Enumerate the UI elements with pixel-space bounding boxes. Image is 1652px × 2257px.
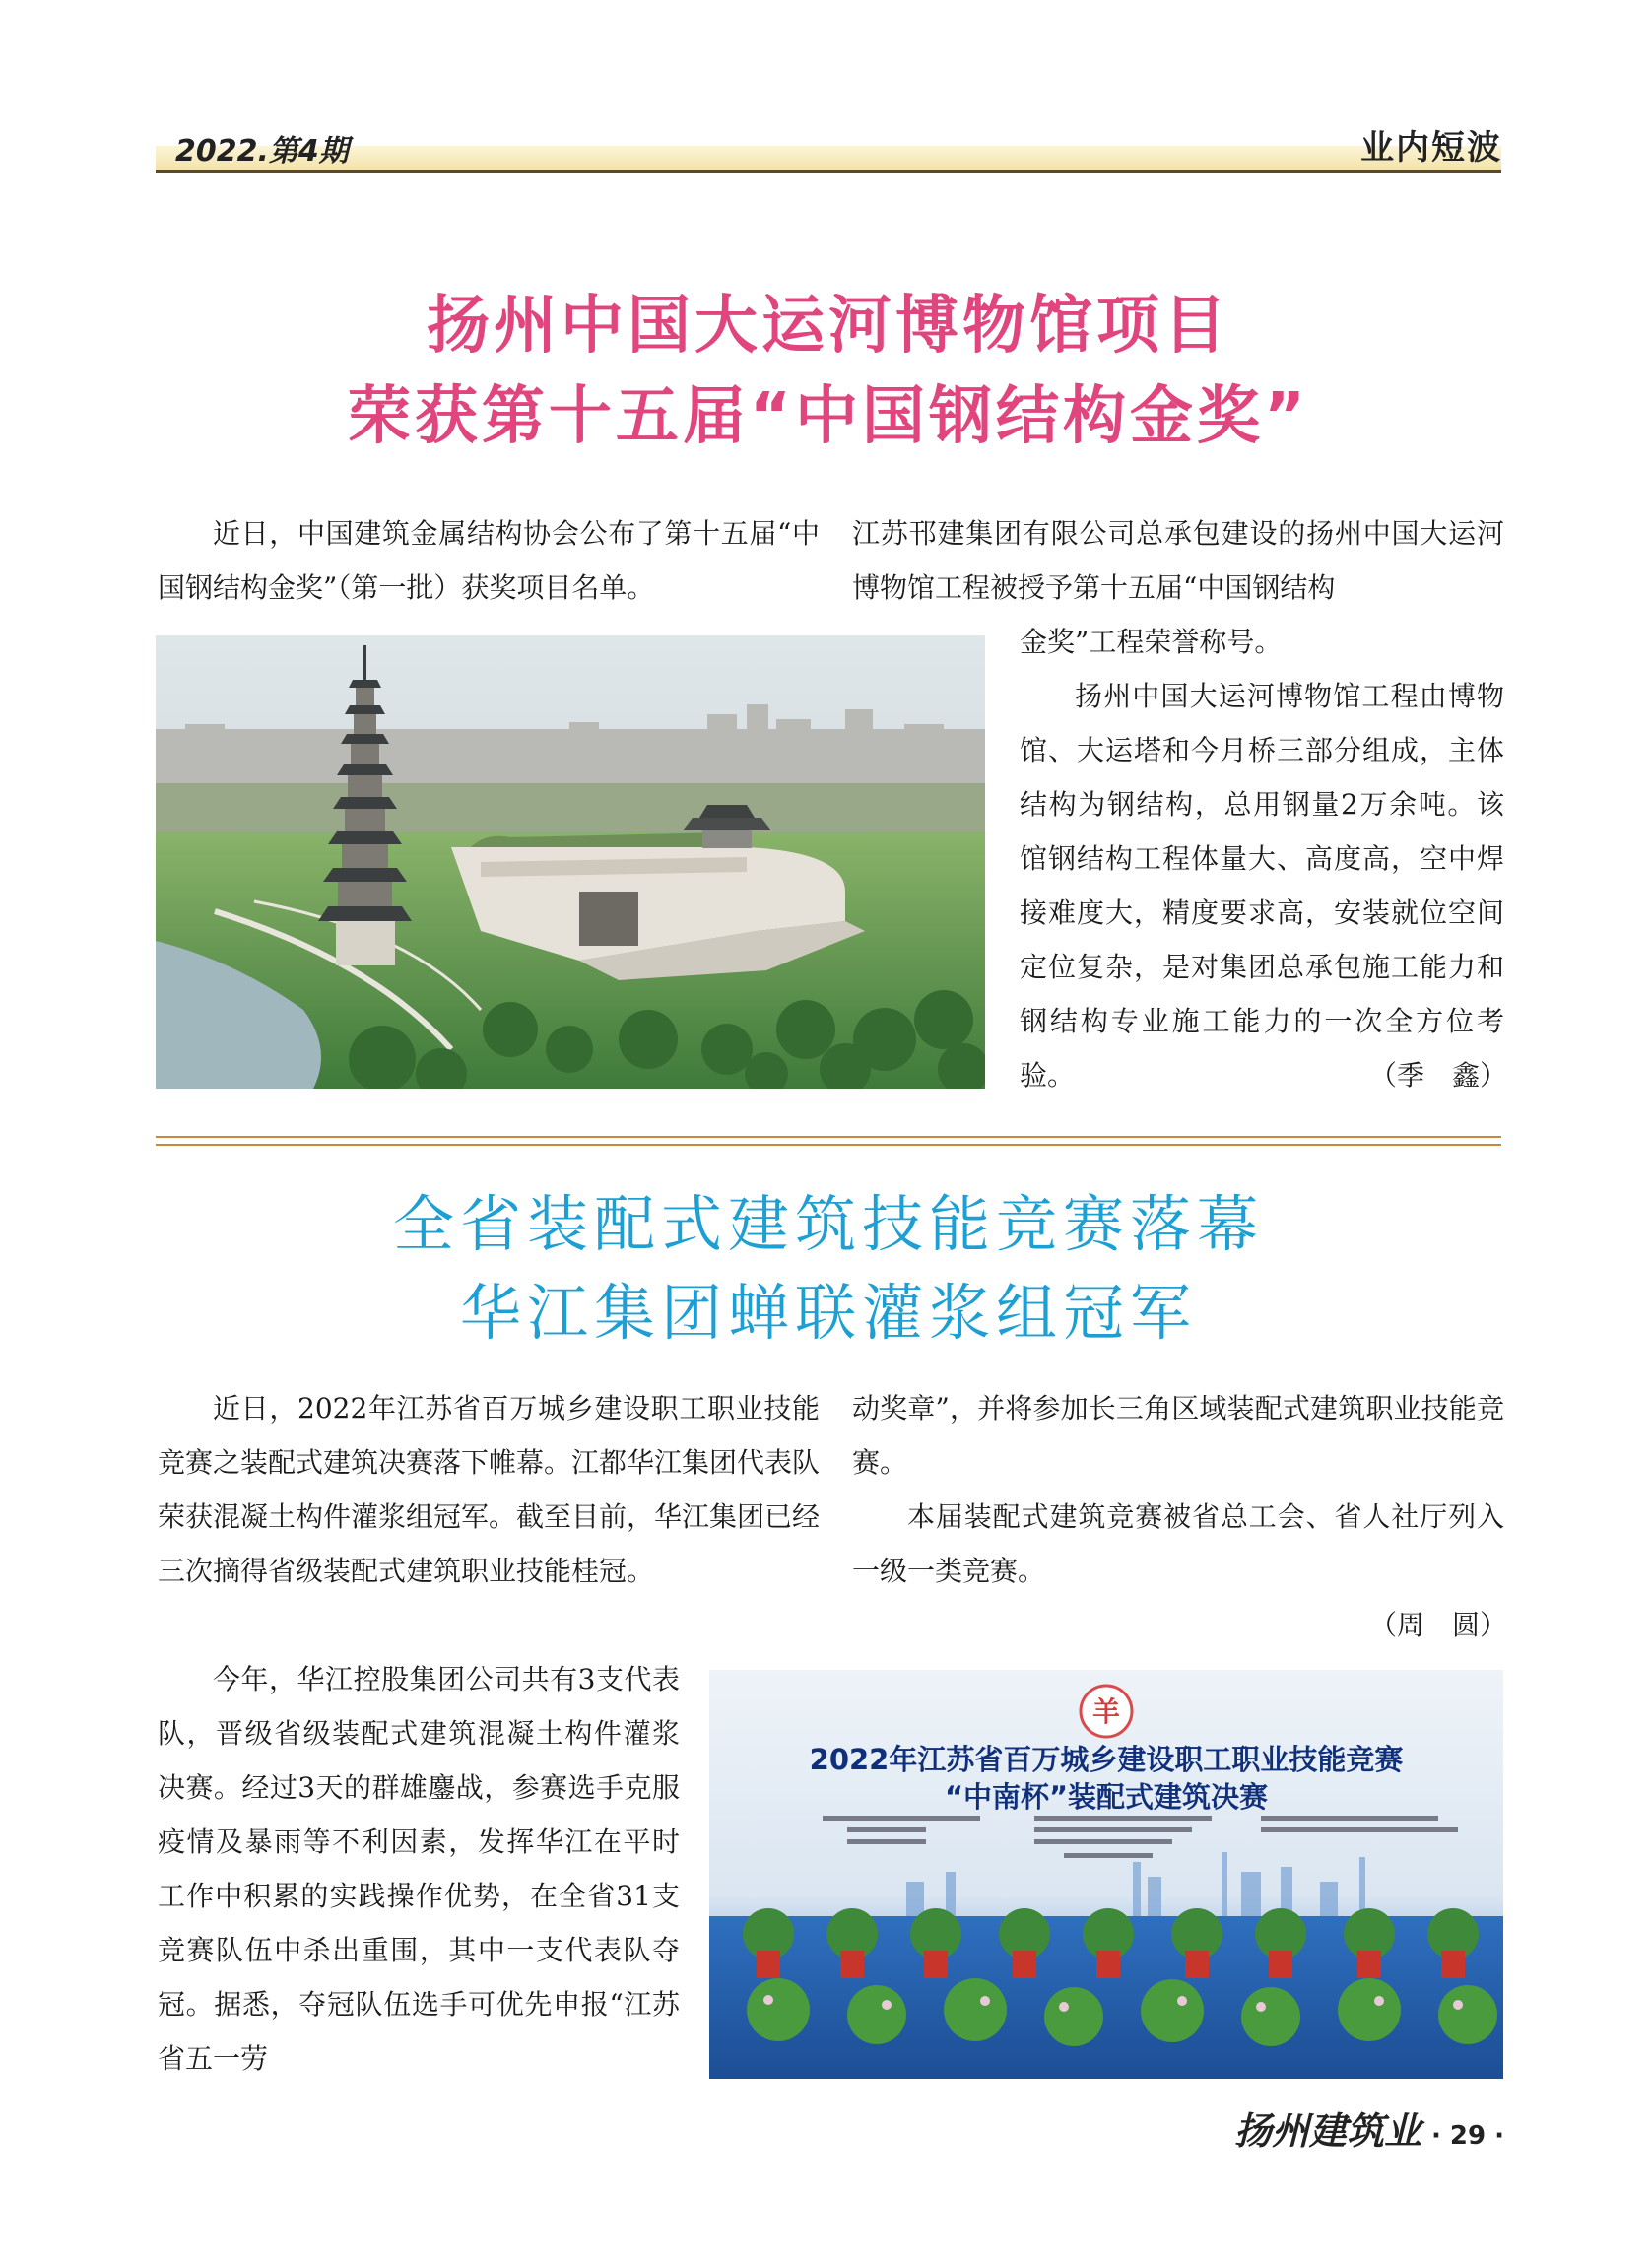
article2-title xyxy=(156,1180,1501,1358)
svg-text:羊: 羊 xyxy=(1091,1695,1121,1728)
article1-left-text: 近日，中国建筑金属结构协会公布了第十五届“中国钢结构金奖”（第一批）获奖项目名单。 xyxy=(158,517,820,604)
article1-right-text-cont: 金奖”工程荣誉称号。 xyxy=(1020,626,1283,658)
article2-right-para2: 本届装配式建筑竞赛被省总工会、省人社厅列入一级一类竞赛。 xyxy=(852,1500,1504,1587)
footer xyxy=(1234,2100,1504,2155)
header-band xyxy=(156,146,1501,171)
section-divider xyxy=(156,1136,1501,1146)
header-rule xyxy=(156,170,1501,173)
article2-right-para1: 动奖章”，并将参加长三角区域装配式建筑职业技能竞赛。 xyxy=(852,1392,1504,1479)
article2-left-column xyxy=(158,1381,820,1598)
article2-left-para2: 今年，华江控股集团公司共有3支代表队，晋级省级装配式建筑混凝土构件灌浆决赛。经过3天的群雄鏖战，参赛选手克服疫情及暴雨等不利因素，发挥华江在平时工作中积累的实践操作优势，在全省31支竞赛队伍中杀出重围，其中一支代表队夺冠。据悉，夺冠队伍选手可优先申报“江苏省五一劳 xyxy=(158,1663,680,2075)
column-name: 业内短波 xyxy=(1360,128,1502,167)
competition-banner xyxy=(709,1741,1503,1816)
magazine-name: 扬州建筑业 xyxy=(1233,2108,1421,2153)
museum-photo xyxy=(156,635,985,1089)
article2-right-column xyxy=(852,1381,1504,1598)
article2-left-para1: 近日，2022年江苏省百万城乡建设职工职业技能竞赛之装配式建筑决赛落下帷幕。江都华江集团代表队荣获混凝土构件灌浆组冠军。截至目前，华江集团已经三次摘得省级装配式建筑职业技能桂冠。 xyxy=(158,1392,821,1587)
article2-title-line2: 华江集团蝉联灌浆组冠军 xyxy=(459,1277,1197,1349)
article1-title-line2: 荣获第十五届“中国钢结构金奖” xyxy=(347,380,1310,453)
article1-right-text-top: 江苏邗建集团有限公司总承包建设的扬州中国大运河博物馆工程被授予第十五届“中国钢结构 xyxy=(852,517,1504,604)
article1-title-line1: 扬州中国大运河博物馆项目 xyxy=(427,290,1230,363)
article1-author: （季 鑫） xyxy=(1368,1059,1507,1092)
issue-number: 2022.第4期 xyxy=(175,134,349,168)
article1-para2: 扬州中国大运河博物馆工程由博物馆、大运塔和今月桥三部分组成，主体结构为钢结构，总用钢量2万余吨。该馆钢结构工程体量大、高度高，空中焊接难度大，精度要求高，安装就位空间定位复杂，是对集团总承包施工能力和钢结构专业施工能力的一次全方位考验。 xyxy=(1020,680,1504,1092)
article2-title-line1: 全省装配式建筑技能竞赛落幕 xyxy=(392,1188,1264,1260)
article2-author: （周 圆） xyxy=(1368,1609,1507,1641)
banner-line2: “中南杯”装配式建筑决赛 xyxy=(944,1780,1269,1814)
competition-photo-illustration xyxy=(709,1670,1503,2079)
banner-line1: 2022年江苏省百万城乡建设职工职业技能竞赛 xyxy=(809,1743,1404,1776)
article1-title xyxy=(156,281,1501,462)
museum-photo-illustration xyxy=(156,635,985,1089)
page-number: · 29 · xyxy=(1430,2121,1504,2151)
competition-photo xyxy=(709,1670,1503,2079)
